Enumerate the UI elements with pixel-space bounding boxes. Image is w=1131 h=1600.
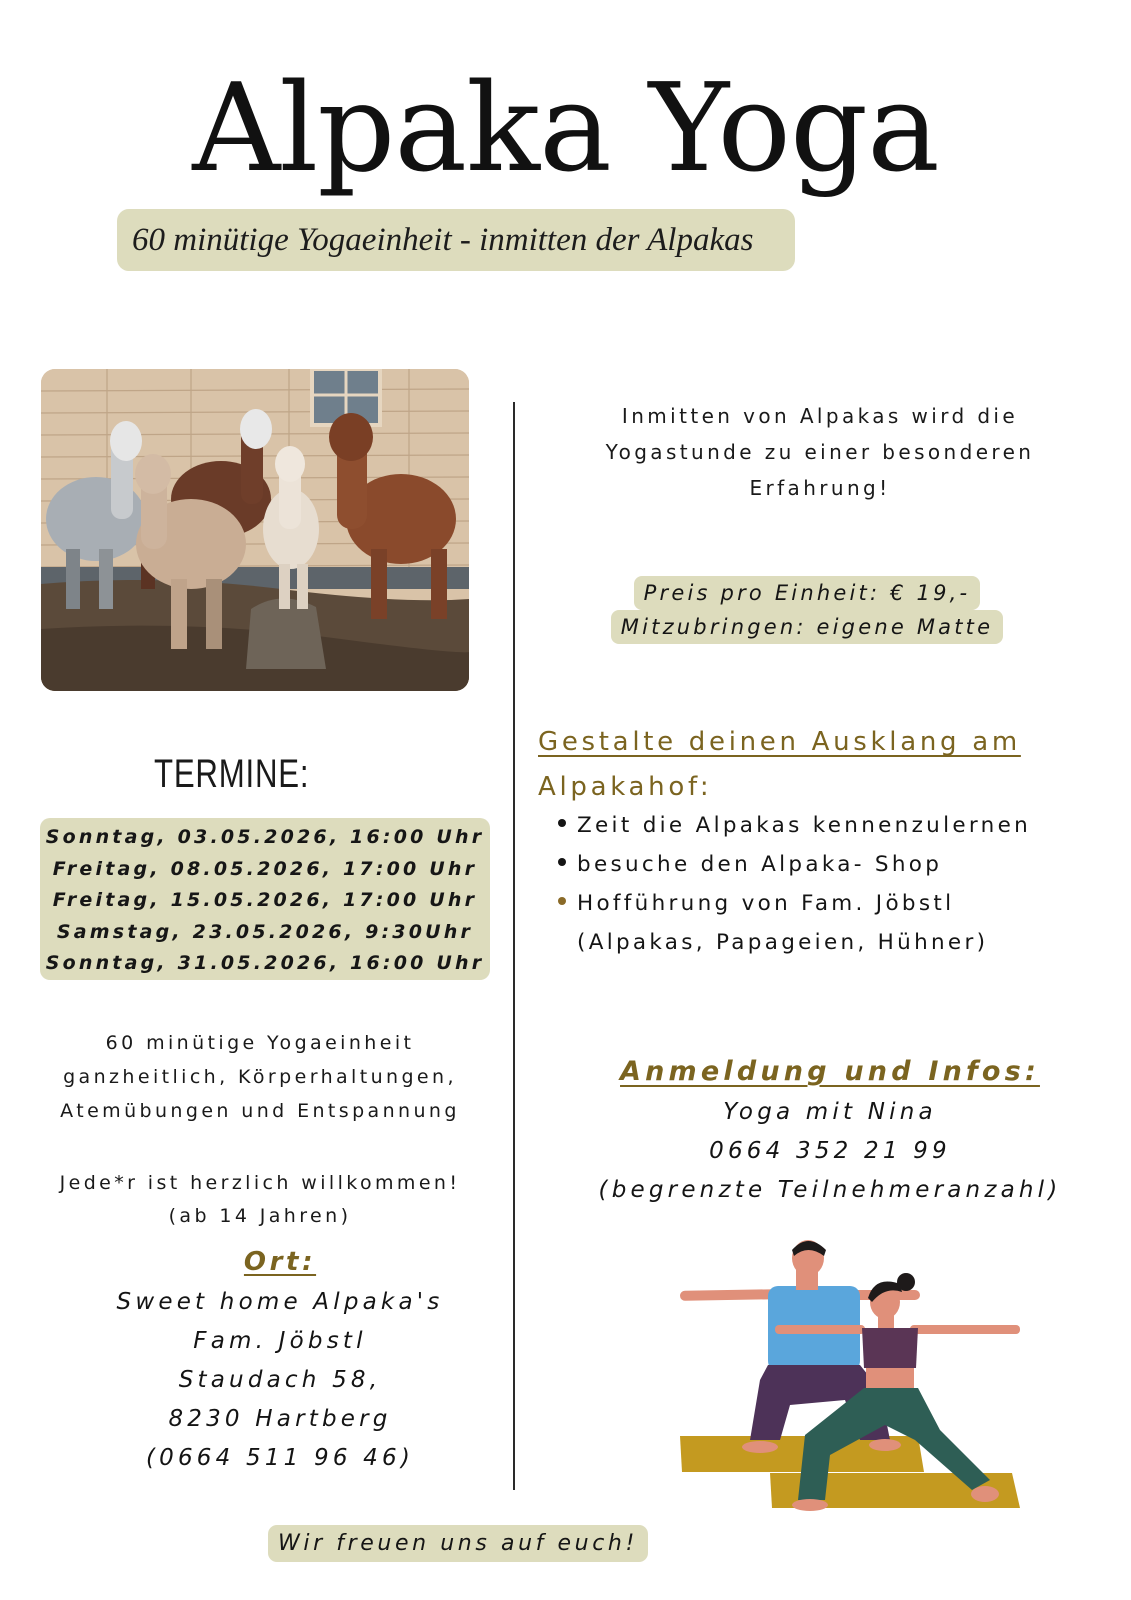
list-item <box>558 845 1118 884</box>
description-line: ganzheitlich, Körperhaltungen, <box>63 1066 457 1088</box>
welcome-text <box>20 1167 500 1233</box>
yoga-couple-illustration <box>680 1240 1040 1540</box>
termin-item: Freitag, 15.05.2026, 17:00 Uhr <box>52 889 478 911</box>
anmeldung-heading <box>560 1052 1100 1092</box>
ausklang-heading <box>538 720 1098 810</box>
list-item-text: besuche den Alpaka- Shop <box>577 852 943 877</box>
alpaca-photo <box>41 369 469 691</box>
termin-item: Sonntag, 31.05.2026, 16:00 Uhr <box>45 952 485 974</box>
termine-list <box>40 818 490 980</box>
address-phone: (0664 511 96 46) <box>145 1445 415 1471</box>
ausklang-heading-line: Gestalte deinen Ausklang am <box>538 727 1021 757</box>
footer-banner: Wir freuen uns auf euch! <box>268 1525 648 1562</box>
intro-text <box>560 398 1080 506</box>
list-item-text: Hofführung von Fam. Jöbstl <box>577 891 955 916</box>
contact-name: Yoga mit Nina <box>723 1099 937 1125</box>
list-item-continuation: (Alpakas, Papageien, Hühner) <box>577 930 989 955</box>
list-item <box>558 806 1118 845</box>
welcome-line: Jede*r ist herzlich willkommen! <box>59 1172 461 1194</box>
ausklang-list <box>558 806 1118 962</box>
ort-address <box>20 1283 540 1478</box>
termin-item: Samstag, 23.05.2026, 9:30Uhr <box>56 920 474 943</box>
address-line: 8230 Hartberg <box>168 1406 392 1432</box>
bring-label: Mitzubringen: eigene Matte <box>611 610 1003 644</box>
page-title: Alpaka Yoga <box>192 57 939 199</box>
yoga-figures-icon <box>680 1240 1040 1540</box>
ort-heading-text: Ort: <box>243 1247 317 1277</box>
description-line: Atemübungen und Entspannung <box>60 1100 460 1122</box>
termin-item: Sonntag, 03.05.2026, 16:00 Uhr <box>45 826 485 848</box>
contact-phone: 0664 352 21 99 <box>709 1138 951 1164</box>
pricing-box <box>576 576 1038 644</box>
description-line: 60 minütige Yogaeinheit <box>105 1032 415 1054</box>
intro-line: Yogastunde zu einer besonderen <box>605 440 1035 464</box>
termine-heading: TERMINE: <box>154 752 310 796</box>
alpaca-photo-image <box>41 369 469 691</box>
address-line: Staudach 58, <box>178 1367 382 1393</box>
price-label: Preis pro Einheit: € 19,- <box>634 576 981 610</box>
subtitle-banner: 60 minütige Yogaeinheit - inmitten der Alpakas <box>117 209 795 271</box>
list-item-text: Zeit die Alpakas kennenzulernen <box>577 813 1032 838</box>
participant-note: (begrenzte Teilnehmeranzahl) <box>598 1177 1062 1203</box>
bullet-icon <box>558 819 566 827</box>
description-text <box>20 1026 500 1128</box>
intro-line: Erfahrung! <box>749 476 891 500</box>
ausklang-heading-line: Alpakahof: <box>538 772 713 802</box>
age-note: (ab 14 Jahren) <box>168 1205 352 1227</box>
termin-item: Freitag, 08.05.2026, 17:00 Uhr <box>52 857 478 880</box>
address-line: Sweet home Alpaka's <box>116 1289 444 1315</box>
anmeldung-heading-text: Anmeldung und Infos: <box>620 1056 1040 1087</box>
list-item <box>558 884 1118 923</box>
anmeldung-info <box>560 1093 1100 1210</box>
bullet-icon <box>558 897 566 905</box>
ort-heading <box>20 1244 540 1280</box>
intro-line: Inmitten von Alpakas wird die <box>621 404 1019 428</box>
address-line: Fam. Jöbstl <box>193 1328 367 1354</box>
bullet-icon <box>558 858 566 866</box>
